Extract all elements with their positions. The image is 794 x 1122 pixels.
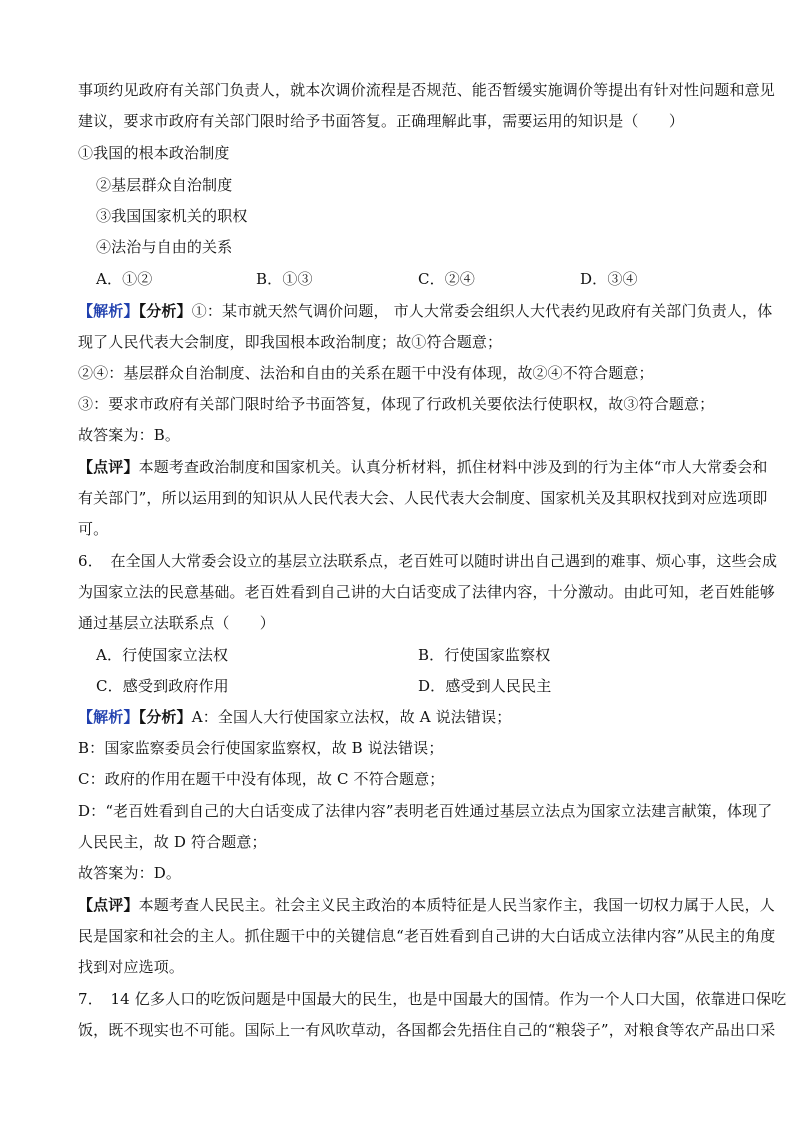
q6-stem-line-3: 通过基层立法联系点（ ） [78,614,275,632]
q5-stem-line-1: 事项约见政府有关部门负责人，就本次调价流程是否规范、能否暂缓实施调价等提出有针对性问题和意见 [78,81,775,99]
q6-analysis-text-1: A：全国人大行使国家立法权，故 A 说法错误； [191,708,512,726]
q5-analysis-tag: 【解析】 [78,302,139,320]
q5-choice-b: B．①③ [256,270,313,288]
q6-analysis-line-4: D：“老百姓看到自己的大白话变成了法律内容”表明老百姓通过基层立法点为国家立法建言献策，体现了 [78,802,773,820]
q5-answer: 故答案为：B。 [78,426,181,444]
q6-choice-d: D．感受到人民民主 [418,677,552,695]
q5-comment-text-1: 本题考查政治制度和国家机关。认真分析材料，抓住材料中涉及到的行为主体“市人大常委会和 [138,458,768,476]
q5-analysis-text-1: ①：某市就天然气调价问题， 市人大常委会组织人大代表约见政府有关部门负责人，体 [191,302,773,320]
q6-comment-text-1: 本题考查人民民主。社会主义民主政治的本质特征是人民当家作主，我国一切权力属于人民，人 [138,896,775,914]
q5-choices [96,269,754,289]
q7-stem-line-1: 7． 14 亿多人口的吃饭问题是中国最大的民生，也是中国最大的国情。作为一个人口大国，依靠进口保吃 [78,990,787,1008]
q5-analysis-line-3: ②④：基层群众自治制度、法治和自由的关系在题干中没有体现，故②④不符合题意； [78,364,654,382]
q6-fenxi-tag: 【分析】 [138,708,192,726]
q5-stem-line-2: 建议，要求市政府有关部门限时给予书面答复。正确理解此事，需要运用的知识是（ ） [78,112,685,130]
q6-choice-c: C．感受到政府作用 [96,677,229,695]
q5-comment-line-3: 可。 [78,520,109,538]
q5-analysis-line-1 [78,301,772,321]
q6-answer: 故答案为：D。 [78,864,182,882]
q6-analysis-line-3: C：政府的作用在题干中没有体现，故 C 不符合题意； [78,770,445,788]
q5-item-1: ①我国的根本政治制度 [78,144,230,162]
q6-analysis-line-5: 人民民主，故 D 符合题意； [78,833,267,851]
q5-item-3: ③我国国家机关的职权 [96,207,248,225]
q5-item-4: ④法治与自由的关系 [96,238,233,256]
q6-comment-tag: 【点评】 [78,896,139,914]
q6-analysis-line-2: B：国家监察委员会行使国家监察权，故 B 说法错误； [78,739,444,757]
q6-choice-a: A．行使国家立法权 [96,646,229,664]
q5-comment-line-2: 有关部门”，所以运用到的知识从人民代表大会、人民代表大会制度、国家机关及其职权找到对应选项即 [78,489,768,507]
q5-choice-c: C．②④ [418,270,476,288]
q5-fenxi-tag: 【分析】 [138,302,192,320]
q6-comment-line-2: 民是国家和社会的主人。抓住题干中的关键信息“老百姓看到自己讲的大白话成立法律内容”从民主的角度 [78,927,776,945]
q6-choice-b: B．行使国家监察权 [418,646,551,664]
q5-analysis-line-2: 现了人民代表大会制度，即我国根本政治制度；故①符合题意； [78,333,503,351]
q6-comment-line-3: 找到对应选项。 [78,958,185,976]
q6-analysis-tag: 【解析】 [78,708,139,726]
q5-analysis-line-4: ③：要求市政府有关部门限时给予书面答复，体现了行政机关要依法行使职权，故③符合题意； [78,395,715,413]
q5-comment-tag: 【点评】 [78,458,139,476]
q5-choice-a: A．①② [96,270,153,288]
q6-analysis-line-1 [78,707,511,727]
q5-item-2: ②基层群众自治制度 [96,176,233,194]
q6-stem-line-2: 为国家立法的民意基础。老百姓看到自己讲的大白话变成了法律内容，十分激动。由此可知，老百姓能够 [78,583,775,601]
q7-stem-line-2: 饭，既不现实也不可能。国际上一有风吹草动，各国都会先捂住自己的“粮袋子”，对粮食等农产品出口采 [78,1021,776,1039]
q6-stem-line-1: 6． 在全国人大常委会设立的基层立法联系点，老百姓可以随时讲出自己遇到的难事、烦心事，这些会成 [78,552,778,570]
q5-choice-d: D．③④ [580,270,638,288]
q5-comment-line-1 [78,457,768,477]
q6-comment-line-1 [78,895,775,915]
